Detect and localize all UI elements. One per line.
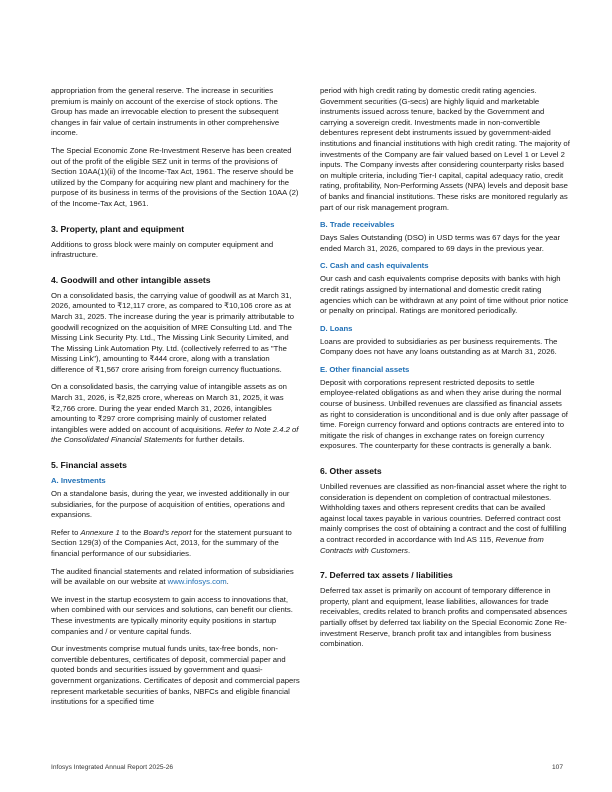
paragraph-investments-composition: Our investments comprise mutual funds units, tax-free bonds, non-convertible debentures, certificates of deposit, commercial paper and quoted bonds and securities issued by government and quasi-government organizations. Certificates of deposit and commercial papers represent marketable securities of banks, NBFCs and eligible financial institutions for a specified time (51, 644, 300, 707)
footer-page-number: 107 (552, 764, 564, 771)
right-column (320, 86, 570, 657)
paragraph-cash-equivalents: Our cash and cash equivalents comprise deposits with banks with high credit ratings assigned by international and domestic credit rating agencies which can be withdrawn at any point of time without prior notice or penalty on principal. Ratings are monitored periodically. (320, 274, 569, 316)
intangible-note-reference: Refer to Note 2.4.2 of the Consolidated Financial Statements (51, 424, 299, 445)
website-text-end: . (226, 577, 229, 587)
paragraph-deferred-tax: Deferred tax asset is primarily on account of temporary difference in property, plant and equipment, lease liabilities, allowances for trade receivables, credits related to branch profits and compensated absences partially offset by deferred tax liability on the Special Economic Zone Re-investment Reserve, branch profit tax and intangibles from business combination. (320, 586, 567, 649)
heading-other-assets: 6. Other assets (320, 466, 382, 477)
heading-property-plant-equipment: 3. Property, plant and equipment (51, 223, 185, 234)
left-column (51, 86, 301, 715)
paragraph-startup-ecosystem: We invest in the startup ecosystem to gain access to innovations that, when combined with our services and solutions, can benefit our clients. These investments are typically minority equity positions in startup companies and / or venture capital funds. (51, 594, 293, 636)
intangible-text: On a consolidated basis, the carrying value of intangible assets as on March 31, 2026, is ₹2,825 crore, whereas on March 31, 2025, it was ₹2,766 crore. During the year ended March 31, 2026, intangibles amounting to ₹297 crore comprising mainly of customer related intangibles were added on account of acquisitions. (51, 382, 287, 434)
heading-goodwill-intangibles: 4. Goodwill and other intangible assets (51, 274, 211, 285)
footer-report-title: Infosys Integrated Annual Report 2025-26 (51, 764, 174, 771)
subheading-cash-equivalents: C. Cash and cash equivalents (320, 261, 429, 271)
paragraph-trade-receivables: Days Sales Outstanding (DSO) in USD terms was 67 days for the year ended March 31, 2026, compared to 69 days in the previous year. (320, 233, 561, 253)
website-text-start: The audited financial statements and related information of subsidiaries will be available on our website at (51, 566, 294, 587)
subheading-other-financial-assets: E. Other financial assets (320, 364, 410, 374)
subheading-trade-receivables: B. Trade receivables (320, 220, 395, 230)
paragraph-other-assets (320, 482, 570, 556)
annexure-text-end: for the statement pursuant to Section 129(3) of the Companies Act, 2013, for the summary of the financial performance of our subsidiaries. (51, 527, 292, 558)
subheading-loans: D. Loans (320, 323, 353, 333)
other-assets-text-end: . (408, 545, 411, 555)
annexure-italic: Annexure 1 (80, 527, 120, 537)
website-link[interactable]: www.infosys.com (167, 577, 227, 587)
paragraph-other-financial-assets: Deposit with corporations represent restricted deposits to settle employee-related obligations as and when they arise during the normal course of business. Unbilled revenues are classified as financial assets as right to consideration is unconditional and is due only after passage of time. Foreign currency forward and options contracts are entered into to mitigate the risk of changes in exchange rates on foreign currency exposures. The counterparty for these contracts is generally a bank. (320, 377, 568, 451)
paragraph-investments-continuation: period with high credit rating by domestic credit rating agencies. Government securities (G-secs) are highly liquid and marketable instruments issued across tenure, backed by the Government and carrying a sovereign credit. Investments made in non-convertible debentures represent debt instruments issued by government-aided institutions and financial institutions with high credit rating. The majority of investments of the Company are fair valued based on Level 1 or Level 2 inputs. The Company invests after considering counterparty risks based on multiple criteria, including Tier-I capital, capital adequacy ratio, credit rating, profitability, Non-Performing Assets (NPA) levels and deposit base of banks and financial institutions. These risks are monitored regularly as part of our risk management program. (320, 86, 570, 212)
other-assets-text: Unbilled revenues are classified as non-financial asset where the right to consideration is dependent on completion of contractual milestones. Withholding taxes and others represent credits that can be availed against local taxes payable in various countries. Deferred contract cost mainly comprises the cost of obtaining a contract and the cost of fulfilling a contract recorded in accordance with Ind AS 115, (320, 482, 567, 544)
heading-financial-assets: 5. Financial assets (51, 460, 127, 471)
paragraph-intangible-assets (51, 382, 301, 446)
paragraph-goodwill: On a consolidated basis, the carrying value of goodwill as at March 31, 2026, amounted to ₹12,117 crore, as compared to ₹10,106 crore as at March 31, 2025. The increase during the year is primarily attributable to goodwill recognized on the acquisition of MRE Consulting Ltd. and The Missing Link Security Pty. Ltd., The Missing Link Security Limited, and The Missing Link Automation Pty. Ltd. (collectively referred to as "The Missing Link"), amounting to ₹444 crore, along with a translation difference of ₹1,567 crore arising from foreign currency fluctuations. (51, 290, 294, 374)
annexure-text-start: Refer to (51, 527, 81, 537)
intangible-text-end: for further details. (182, 435, 245, 445)
paragraph-investments-standalone: On a standalone basis, during the year, we invested additionally in our subsidiaries, for the purpose of acquisition of entities, operations and expansions. (51, 489, 290, 520)
paragraph-sez-reserve: The Special Economic Zone Re-Investment Reserve has been created out of the profit of the eligible SEZ unit in terms of the provisions of Section 10AA(1)(ii) of the Income-Tax Act, 1961. The reserve should be utilized by the Company for acquiring new plant and machinery for the purpose of its business in terms of the provisions of the Section 10AA (2) of the Income-Tax Act, 1961. (51, 145, 299, 208)
paragraph-annexure-reference (51, 528, 301, 560)
heading-deferred-tax: 7. Deferred tax assets / liabilities (320, 570, 453, 581)
paragraph-property-plant-equipment: Additions to gross block were mainly on computer equipment and infrastructure. (51, 239, 274, 260)
paragraph-reserve-continuation: appropriation from the general reserve. The increase in securities premium is mainly on account of the exercise of stock options. The Group has made an irrevocable election to present the subsequent changes in fair value of certain instruments in other comprehensive income. (51, 86, 280, 138)
paragraph-website (51, 567, 301, 588)
subheading-investments: A. Investments (51, 476, 106, 486)
boards-report-italic: Board's report (143, 527, 192, 537)
ind-as-italic: Revenue from Contracts with Customers (320, 535, 544, 555)
paragraph-loans: Loans are provided to subsidiaries as per business requirements. The Company does not have any loans outstanding as at March 31, 2026. (320, 336, 558, 357)
annexure-text-mid: to the (119, 527, 144, 537)
